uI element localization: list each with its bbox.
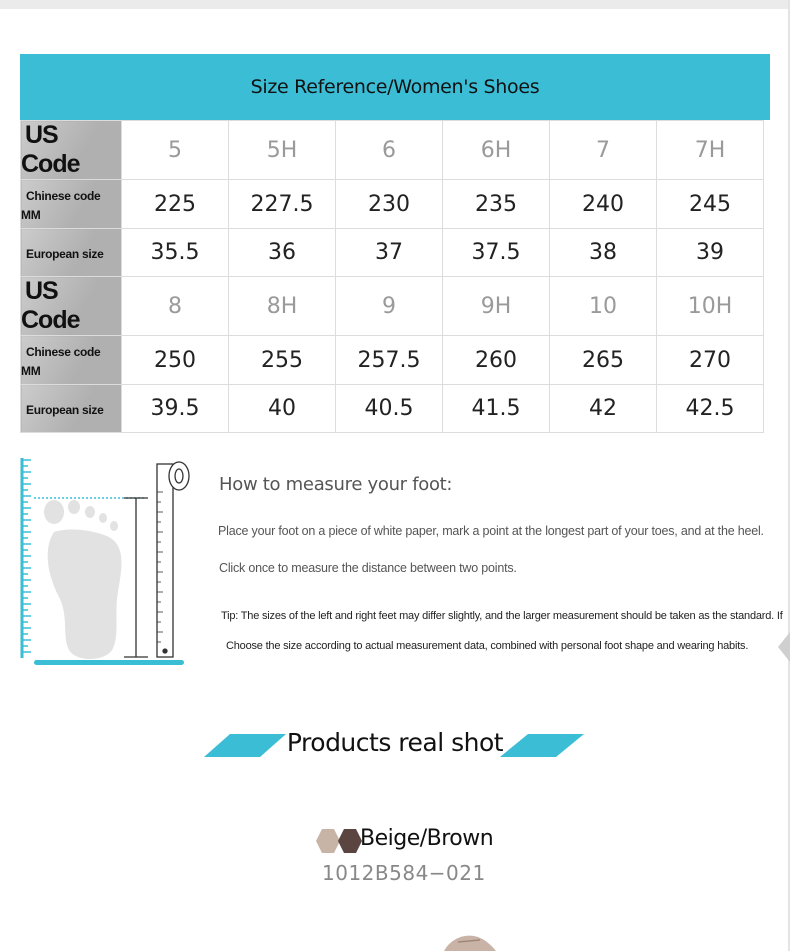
table-cell: 37	[336, 229, 443, 277]
table-cell: 7	[550, 121, 657, 180]
table-cell: 245	[657, 180, 764, 229]
shoe-image-top	[440, 930, 500, 951]
table-cell: 7H	[657, 121, 764, 180]
measure-tip-2: Choose the size according to actual measurement data, combined with personal foot shape and wearing habits.	[226, 640, 749, 652]
table-cell: 37.5	[443, 229, 550, 277]
scroll-arrow-icon[interactable]	[776, 632, 790, 662]
table-cell: 5H	[229, 121, 336, 180]
table-cell: 40.5	[336, 385, 443, 433]
measure-instruction-1: Place your foot on a piece of white paper, mark a point at the longest part of your toes, and at the heel.	[218, 524, 764, 538]
table-cell: 10	[550, 277, 657, 336]
table-cell: 36	[229, 229, 336, 277]
row-label-us: US Code	[21, 277, 80, 334]
row-label-eu: European size	[26, 247, 104, 261]
table-cell: 240	[550, 180, 657, 229]
table-cell: 227.5	[229, 180, 336, 229]
table-cell: 250	[122, 336, 229, 385]
row-label-us: US Code	[21, 121, 80, 178]
color-name: Beige/Brown	[360, 826, 494, 851]
table-cell: 9H	[443, 277, 550, 336]
table-cell: 265	[550, 336, 657, 385]
measure-instruction-2: Click once to measure the distance between two points.	[219, 561, 517, 575]
table-cell: 9	[336, 277, 443, 336]
table-cell: 260	[443, 336, 550, 385]
table-cell: 230	[336, 180, 443, 229]
table-cell: 42	[550, 385, 657, 433]
table-cell: 257.5	[336, 336, 443, 385]
products-heading-block	[200, 728, 590, 772]
brown-swatch-icon	[338, 829, 362, 853]
table-cell: 40	[229, 385, 336, 433]
table-cell: 225	[122, 180, 229, 229]
table-cell: 39	[657, 229, 764, 277]
table-cell: 235	[443, 180, 550, 229]
table-cell: 6H	[443, 121, 550, 180]
table-cell: 42.5	[657, 385, 764, 433]
row-label-cn: Chinese code MM	[21, 189, 101, 222]
row-label-cn: Chinese code MM	[21, 345, 101, 378]
measure-title: How to measure your foot:	[219, 474, 453, 495]
row-label-eu: European size	[26, 403, 104, 417]
table-cell: 6	[336, 121, 443, 180]
products-heading: Products real shot	[286, 728, 504, 757]
table-cell: 8	[122, 277, 229, 336]
table-cell: 5	[122, 121, 229, 180]
banner-title: Size Reference/Women's Shoes	[250, 76, 540, 98]
table-cell: 8H	[229, 277, 336, 336]
table-cell: 35.5	[122, 229, 229, 277]
measure-tip-1: Tip: The sizes of the left and right feet may differ slightly, and the larger measurement should be taken as the standard. If	[221, 610, 783, 622]
beige-swatch-icon	[316, 829, 340, 853]
product-sku: 1012B584−021	[322, 861, 486, 885]
table-cell: 41.5	[443, 385, 550, 433]
table-cell: 255	[229, 336, 336, 385]
table-cell: 38	[550, 229, 657, 277]
table-cell: 270	[657, 336, 764, 385]
table-cell: 39.5	[122, 385, 229, 433]
table-cell: 10H	[657, 277, 764, 336]
